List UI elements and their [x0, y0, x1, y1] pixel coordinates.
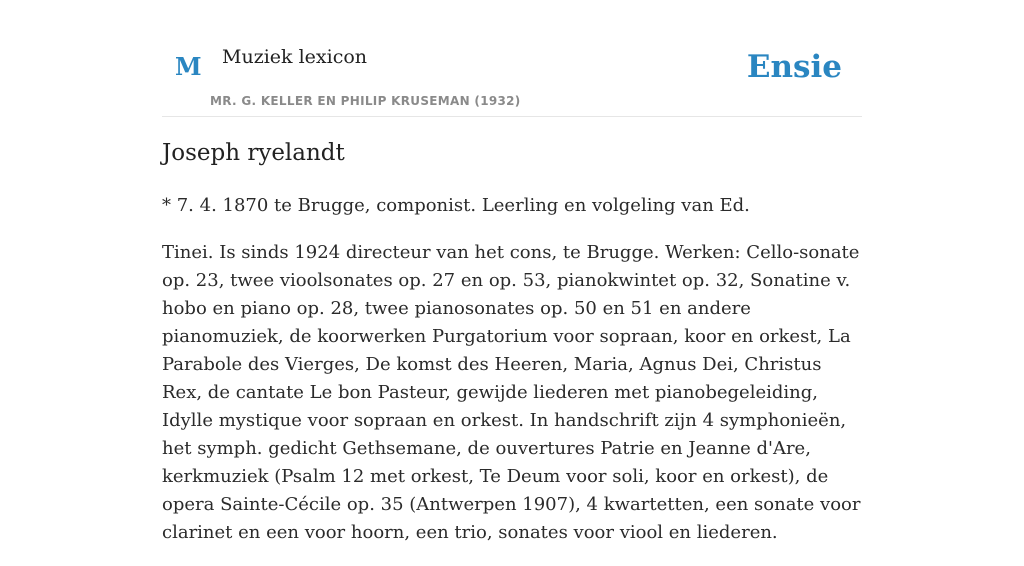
site-header [162, 0, 862, 117]
entry-paragraph: Tinei. Is sinds 1924 directeur van het cons, te Brugge. Werken: Cello-sonate op. 23, twee vioolsonates op. 27 en op. 53, pianokwintet op. 32, Sonatine v. hobo en piano op. 28, twee pianosonates op. 50 en 51 en andere pianomuziek, de koorwerken Purgatorium voor sopraan, koor en orkest, La Parabole des Vierges, De komst des Heeren, Maria, Agnus Dei, Christus Rex, de cantate Le bon Pasteur, gewijde liederen met pianobegeleiding, Idylle mystique voor sopraan en orkest. In handschrift zijn 4 symphonieën, het symph. gedicht Gethsemane, de ouvertures Patrie en Jeanne d'Are, kerkmuziek (Psalm 12 met orkest, Te Deum voor soli, koor en orkest), de opera Sainte-Cécile op. 35 (Antwerpen 1907), 4 kwartetten, een sonate voor clarinet en een voor hoorn, een trio, sonates voor viool en liederen. [162, 242, 861, 543]
book-title-link[interactable]: Muziek lexicon [222, 46, 368, 68]
book-logo-icon[interactable]: M [175, 52, 202, 81]
entry-body [162, 192, 862, 566]
ensie-logo-link[interactable]: Ensie [746, 49, 842, 85]
book-authors: MR. G. KELLER EN PHILIP KRUSEMAN (1932) [210, 94, 521, 108]
content-container [162, 0, 862, 543]
entry-title: Joseph ryelandt [162, 140, 345, 166]
entry-paragraph: * 7. 4. 1870 te Brugge, componist. Leerling en volgeling van Ed. [162, 195, 750, 216]
